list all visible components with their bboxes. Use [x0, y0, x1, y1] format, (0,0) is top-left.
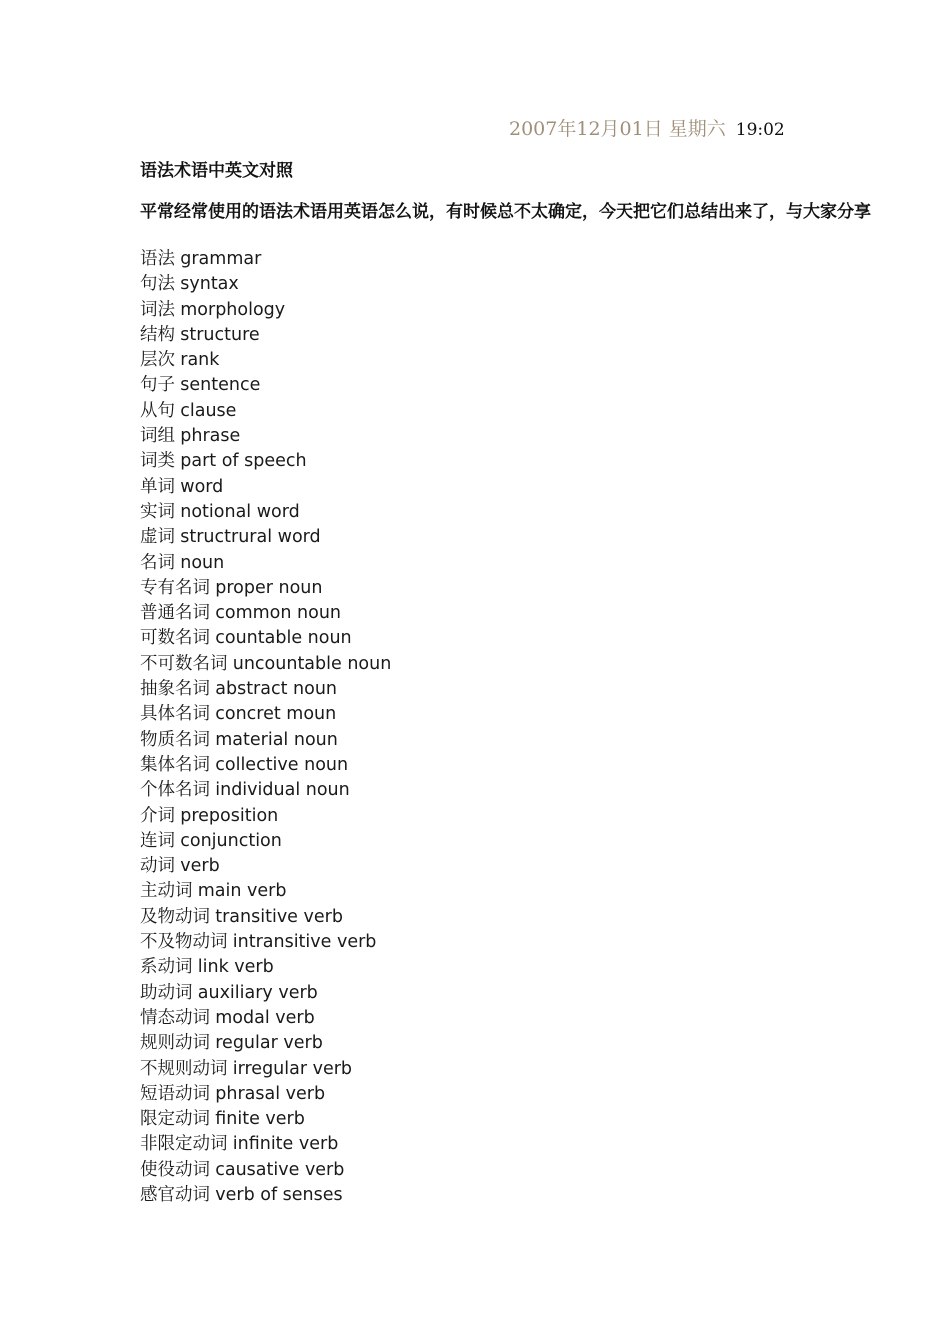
term-item	[140, 702, 391, 727]
term-english: conjunction	[180, 830, 282, 851]
term-chinese: 抽象名词	[140, 679, 210, 700]
term-english: morphology	[180, 299, 286, 320]
term-english: syntax	[180, 274, 239, 295]
term-item	[140, 500, 391, 525]
term-chinese: 不可数名词	[140, 653, 228, 674]
term-chinese: 专有名词	[140, 577, 210, 598]
term-chinese: 词法	[140, 299, 175, 320]
term-chinese: 动词	[140, 856, 175, 877]
term-chinese: 情态动词	[140, 1007, 210, 1028]
term-list	[140, 247, 391, 1208]
term-chinese: 限定动词	[140, 1109, 210, 1130]
term-english: collective noun	[215, 754, 349, 775]
term-chinese: 句法	[140, 274, 175, 295]
term-english: clause	[180, 400, 237, 421]
term-english: structrural word	[180, 527, 321, 548]
term-english: proper noun	[215, 577, 323, 598]
term-chinese: 系动词	[140, 957, 193, 978]
term-chinese: 句子	[140, 375, 175, 396]
term-item	[140, 475, 391, 500]
term-chinese: 虚词	[140, 527, 175, 548]
term-chinese: 具体名词	[140, 704, 210, 725]
term-english: phrasal verb	[215, 1083, 326, 1104]
term-english: rank	[180, 350, 220, 371]
term-chinese: 主动词	[140, 881, 193, 902]
term-item	[140, 323, 391, 348]
term-chinese: 单词	[140, 476, 175, 497]
term-item	[140, 525, 391, 550]
term-item	[140, 879, 391, 904]
term-item	[140, 1183, 391, 1208]
term-item	[140, 778, 391, 803]
term-item	[140, 930, 391, 955]
document-title: 语法术语中英文对照	[140, 161, 293, 181]
term-chinese: 名词	[140, 552, 175, 573]
term-chinese: 词类	[140, 451, 175, 472]
term-chinese: 短语动词	[140, 1083, 210, 1104]
term-item	[140, 728, 391, 753]
term-english: sentence	[180, 375, 261, 396]
term-english: material noun	[215, 729, 338, 750]
term-english: regular verb	[215, 1033, 323, 1054]
term-item	[140, 981, 391, 1006]
term-item	[140, 1107, 391, 1132]
term-chinese: 规则动词	[140, 1033, 210, 1054]
term-item	[140, 804, 391, 829]
term-chinese: 感官动词	[140, 1184, 210, 1205]
term-item	[140, 424, 391, 449]
post-date: 2007年12月01日 星期六	[509, 118, 726, 140]
post-time: 19:02	[735, 120, 785, 140]
term-english: verb of senses	[215, 1184, 343, 1205]
term-chinese: 实词	[140, 501, 175, 522]
term-chinese: 词组	[140, 426, 175, 447]
term-english: link verb	[197, 957, 274, 978]
term-item	[140, 298, 391, 323]
term-english: intransitive verb	[232, 932, 377, 953]
term-english: grammar	[180, 249, 262, 269]
term-chinese: 层次	[140, 350, 175, 371]
term-chinese: 助动词	[140, 982, 193, 1003]
term-chinese: 普通名词	[140, 603, 210, 624]
term-english: structure	[180, 324, 260, 345]
term-item	[140, 551, 391, 576]
term-english: individual noun	[215, 780, 350, 801]
term-chinese: 从句	[140, 400, 175, 421]
term-english: countable noun	[215, 628, 352, 649]
term-item	[140, 1031, 391, 1056]
term-english: modal verb	[215, 1007, 315, 1028]
term-chinese: 集体名词	[140, 754, 210, 775]
term-english: finite verb	[215, 1109, 305, 1130]
term-chinese: 个体名词	[140, 780, 210, 801]
term-item	[140, 247, 391, 272]
term-chinese: 语法	[140, 249, 175, 269]
term-chinese: 及物动词	[140, 906, 210, 927]
term-item	[140, 348, 391, 373]
term-chinese: 连词	[140, 830, 175, 851]
term-english: noun	[180, 552, 225, 573]
term-item	[140, 1082, 391, 1107]
term-item	[140, 626, 391, 651]
term-english: auxiliary verb	[197, 982, 318, 1003]
term-chinese: 结构	[140, 324, 175, 345]
document-intro: 平常经常使用的语法术语用英语怎么说，有时候总不太确定，今天把它们总结出来了，与大家分享	[140, 202, 871, 222]
term-item	[140, 854, 391, 879]
term-english: main verb	[197, 881, 287, 902]
term-item	[140, 601, 391, 626]
term-chinese: 物质名词	[140, 729, 210, 750]
term-item	[140, 753, 391, 778]
term-english: preposition	[180, 805, 279, 826]
term-item	[140, 829, 391, 854]
term-english: infinite verb	[232, 1134, 339, 1155]
term-item	[140, 652, 391, 677]
term-chinese: 可数名词	[140, 628, 210, 649]
term-item	[140, 1132, 391, 1157]
term-item	[140, 1057, 391, 1082]
post-meta	[509, 116, 785, 143]
term-chinese: 非限定动词	[140, 1134, 228, 1155]
term-item	[140, 373, 391, 398]
term-english: uncountable noun	[232, 653, 392, 674]
term-english: abstract noun	[215, 679, 338, 700]
term-english: transitive verb	[215, 906, 343, 927]
term-item	[140, 677, 391, 702]
term-english: causative verb	[215, 1159, 345, 1180]
term-item	[140, 399, 391, 424]
term-english: part of speech	[180, 451, 307, 472]
term-item	[140, 272, 391, 297]
term-chinese: 使役动词	[140, 1159, 210, 1180]
term-english: concret moun	[215, 704, 337, 725]
term-english: verb	[180, 856, 220, 877]
term-item	[140, 905, 391, 930]
term-chinese: 介词	[140, 805, 175, 826]
term-chinese: 不及物动词	[140, 932, 228, 953]
term-english: notional word	[180, 501, 300, 522]
term-english: irregular verb	[232, 1058, 353, 1079]
term-english: word	[180, 476, 224, 497]
term-english: phrase	[180, 426, 241, 447]
term-english: common noun	[215, 603, 342, 624]
term-item	[140, 576, 391, 601]
term-item	[140, 1006, 391, 1031]
term-item	[140, 1158, 391, 1183]
term-chinese: 不规则动词	[140, 1058, 228, 1079]
term-item	[140, 449, 391, 474]
term-item	[140, 955, 391, 980]
